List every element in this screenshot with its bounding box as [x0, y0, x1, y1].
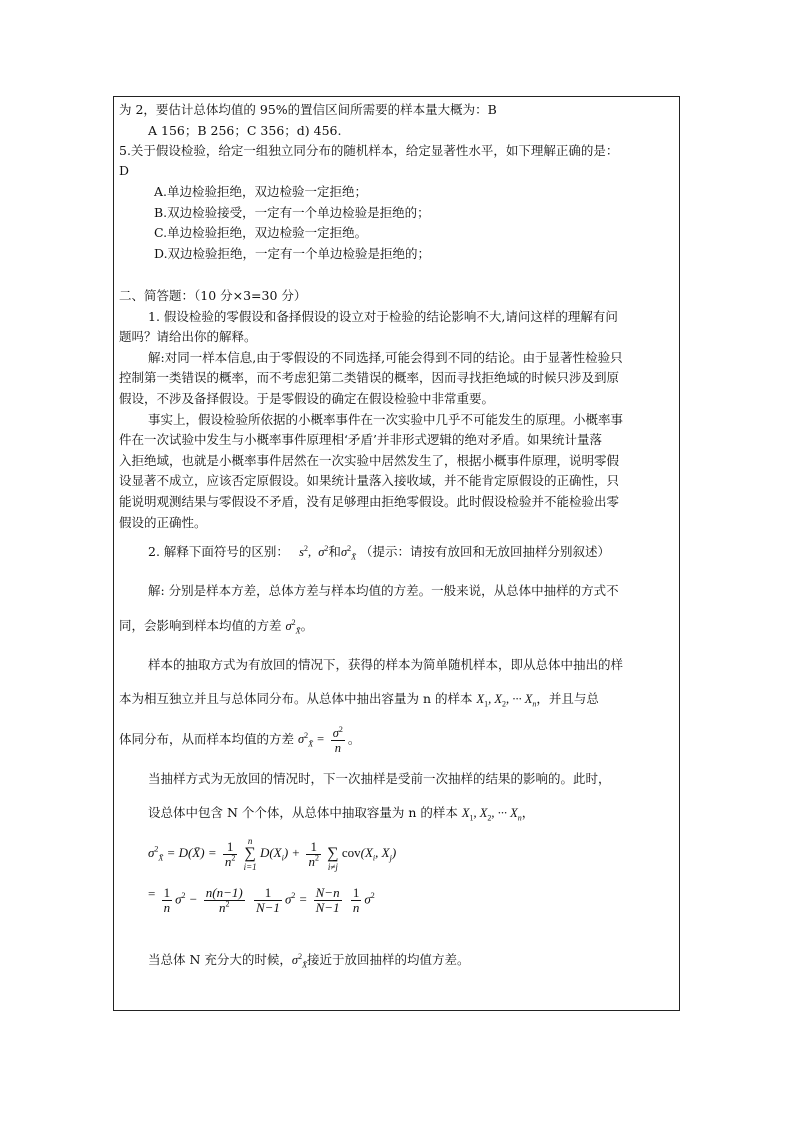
question-2-and: 和 — [328, 544, 341, 559]
math-sample-variance: $s^2$, — [292, 543, 315, 559]
math-sample-list: $X_1$, $X_2$, ··· $X_n$ — [461, 806, 522, 823]
text-line: 事实上，假设检验所依据的小概率事件在一次实验中几乎不可能发生的原理。小概率事 — [148, 412, 624, 427]
text-line: 假设，不涉及备择假设。于是零假设的确定在假设检验中非常重要。 — [119, 391, 495, 406]
text-fragment: 设总体中包含 N 个个体，从总体中抽取容量为 n 的样本 — [148, 805, 458, 820]
text-line: 假设的正确性。 — [119, 515, 207, 530]
option-c: C.单边检验拒绝，双边检验一定拒绝。 — [154, 225, 368, 240]
question-5: 5.关于假设检验，给定一组独立同分布的随机样本，给定显著性水平，如下理解正确的是： — [119, 143, 619, 158]
text-line — [148, 952, 469, 968]
question-2-text: 2. 解释下面符号的区别： — [148, 544, 289, 559]
option-d: D.双边检验拒绝，一定有一个单边检验是拒绝的； — [154, 246, 431, 261]
text-fragment: ，并且与总 — [536, 691, 599, 706]
question-1: 1. 假设检验的零假设和备择假设的设立对于检验的结论影响不大,请问这样的理解有问 — [148, 309, 618, 324]
text-line: 能说明观测结果与零假设不矛盾，没有足够理由拒绝零假设。此时假设检验并不能检验出零 — [119, 494, 620, 509]
text-line: 同，会影响到样本均值的方差 $\sigma^2_{X̄}$。 — [119, 617, 314, 636]
text-line: 题吗？请给出你的解释。 — [119, 329, 257, 344]
formula-without-replacement: = $\frac{1}{n}$ $\sigma^2$ − $\frac{n(n-1)}{n^2}$ $\frac{1}{N-1}$ $\sigma^2$ = $\frac{N-n}{N-1}$ $\frac{1}{n}$ $\sigma^2$ — [148, 885, 375, 915]
text-line: 入拒绝域，也就是小概率事件居然在一次实验中居然发生了，根据小概事件原理，说明零假 — [119, 453, 620, 468]
section-heading: 二、简答题：（10 分×3=30 分） — [119, 288, 307, 303]
text-line — [119, 691, 599, 707]
question-2-hint: （提示：请按有放回和无放回抽样分别叙述） — [359, 544, 610, 559]
text-fragment: 同，会影响到样本均值的方差 — [119, 618, 282, 633]
text-line: 当抽样方式为无放回的情况时，下一次抽样是受前一次抽样的结果的影响的。此时， — [148, 771, 611, 786]
answer-letter: D — [119, 163, 130, 178]
math-sample-list: $X_1$, $X_2$, ··· $X_n$ — [476, 692, 537, 709]
math-mean-variance: $\sigma^2_{X̄}$ — [291, 951, 307, 970]
text-line: 解: 分别是样本方差，总体方差与样本均值的方差。一般来说，从总体中抽样的方式不 — [148, 583, 619, 598]
text-fragment: 接近于放回抽样的均值方差。 — [306, 952, 470, 967]
text-fragment: 当总体 N 充分大的时候， — [148, 952, 292, 967]
option-a: A.单边检验拒绝，双边检验一定拒绝； — [154, 184, 368, 199]
math-formula-with-replacement: $\sigma^2_{X̄}$ = $\frac{\sigma^2}{n}$ — [298, 724, 343, 755]
text-fragment: 体同分布，从而样本均值的方差 — [119, 731, 295, 747]
text-line: 解:对同一样本信息,由于零假设的不同选择,可能会得到不同的结论。由于显著性检验只 — [148, 350, 623, 365]
text-line: 件在一次试验中发生与小概率事件原理相‘矛盾’并非形式逻辑的绝对矛盾。如果统计量落 — [119, 432, 602, 447]
text-line: 设总体中包含 N 个个体，从总体中抽取容量为 n 的样本 $X_1$, $X_2$, ··· $X_n$， — [148, 805, 535, 823]
text-line: 样本的抽取方式为有放回的情况下，获得的样本为简单随机样本，即从总体中抽出的样 — [148, 657, 624, 672]
options-line: A 156；B 256；C 356；d) 456. — [148, 123, 342, 138]
text-line: 设显著不成立，应该否定原假设。如果统计量落入接收域，并不能肯定原假设的正确性，只 — [119, 473, 620, 488]
math-mean-variance: $\sigma^2_{X̄}$ — [285, 617, 301, 636]
text-fragment: 本为相互独立并且与总体同分布。从总体中抽出容量为 n 的样本 — [119, 691, 473, 706]
text-line: 为 2，要估计总体均值的 95%的置信区间所需要的样本量大概为：B — [119, 102, 497, 117]
math-population-variance: $\sigma^2$ — [318, 543, 329, 559]
text-line: 体同分布，从而样本均值的方差 $\sigma^2_{X̄}$ = $\frac{\sigma^2}{n}$ 。 — [119, 724, 361, 755]
option-b: B.双边检验接受，一定有一个单边检验是拒绝的； — [154, 205, 430, 220]
formula-variance-decomposition: $\sigma^2_{X̄}$ = D(X̄) = $\frac{1}{n^2}$ n ∑ i=1 $D(X_i)$ + $\frac{1}{n^2}$ ∑ i≠j $cov(X_i$, $X_j$) — [148, 836, 397, 872]
text-line: 控制第一类错误的概率，而不考虑犯第二类错误的概率，因而寻找拒绝域的时候只涉及到原 — [119, 370, 620, 385]
math-mean-variance: $\sigma^2_{X̄}$ — [340, 543, 356, 562]
question-2 — [148, 544, 610, 560]
